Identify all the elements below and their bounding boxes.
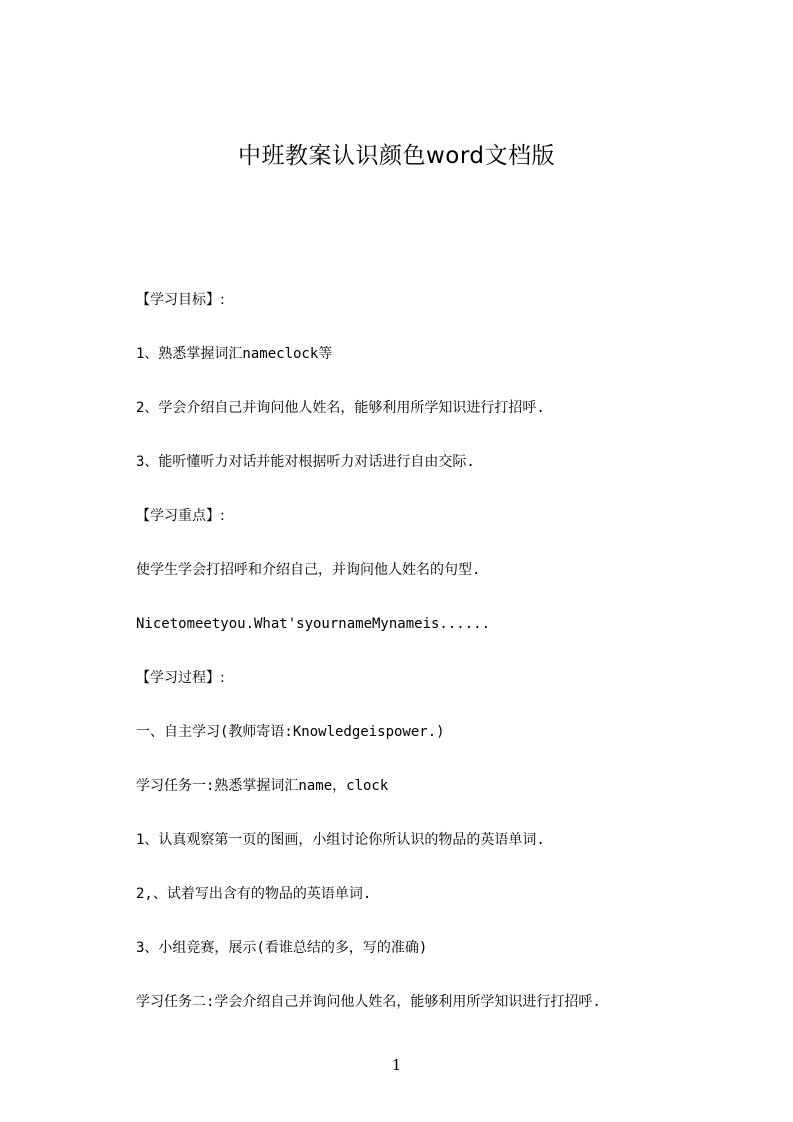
paragraph-line: 3、小组竞赛，展示(看谁总结的多，写的准确): [136, 940, 428, 956]
paragraph-line: 使学生学会打招呼和介绍自己，并询问他人姓名的句型.: [136, 562, 481, 578]
page-number: 1: [391, 1056, 402, 1074]
section-heading-objectives: 【学习目标】:: [136, 292, 225, 308]
paragraph-line: 3、能听懂听力对话并能对根据听力对话进行自由交际.: [136, 454, 475, 470]
paragraph-line: 一、自主学习(教师寄语:Knowledgeispower.): [136, 724, 445, 740]
section-heading-process: 【学习过程】:: [136, 670, 225, 686]
paragraph-line: Nicetomeetyou.What'syournameMynameis......: [136, 616, 491, 632]
paragraph-line: 2,、试着写出含有的物品的英语单词.: [136, 886, 372, 902]
section-heading-key-points: 【学习重点】:: [136, 508, 225, 524]
paragraph-line: 1、熟悉掌握词汇nameclock等: [136, 346, 333, 362]
paragraph-line: 1、认真观察第一页的图画，小组讨论你所认识的物品的英语单词.: [136, 832, 545, 848]
paragraph-line: 学习任务二:学会介绍自己并询问他人姓名，能够利用所学知识进行打招呼.: [136, 994, 601, 1010]
paragraph-line: 2、学会介绍自己并询问他人姓名，能够利用所学知识进行打招呼.: [136, 400, 545, 416]
paragraph-line: 学习任务一:熟悉掌握词汇name，clock: [136, 778, 389, 794]
document-title: 中班教案认识颜色word文档版: [237, 143, 556, 169]
document-body: [136, 287, 756, 1043]
